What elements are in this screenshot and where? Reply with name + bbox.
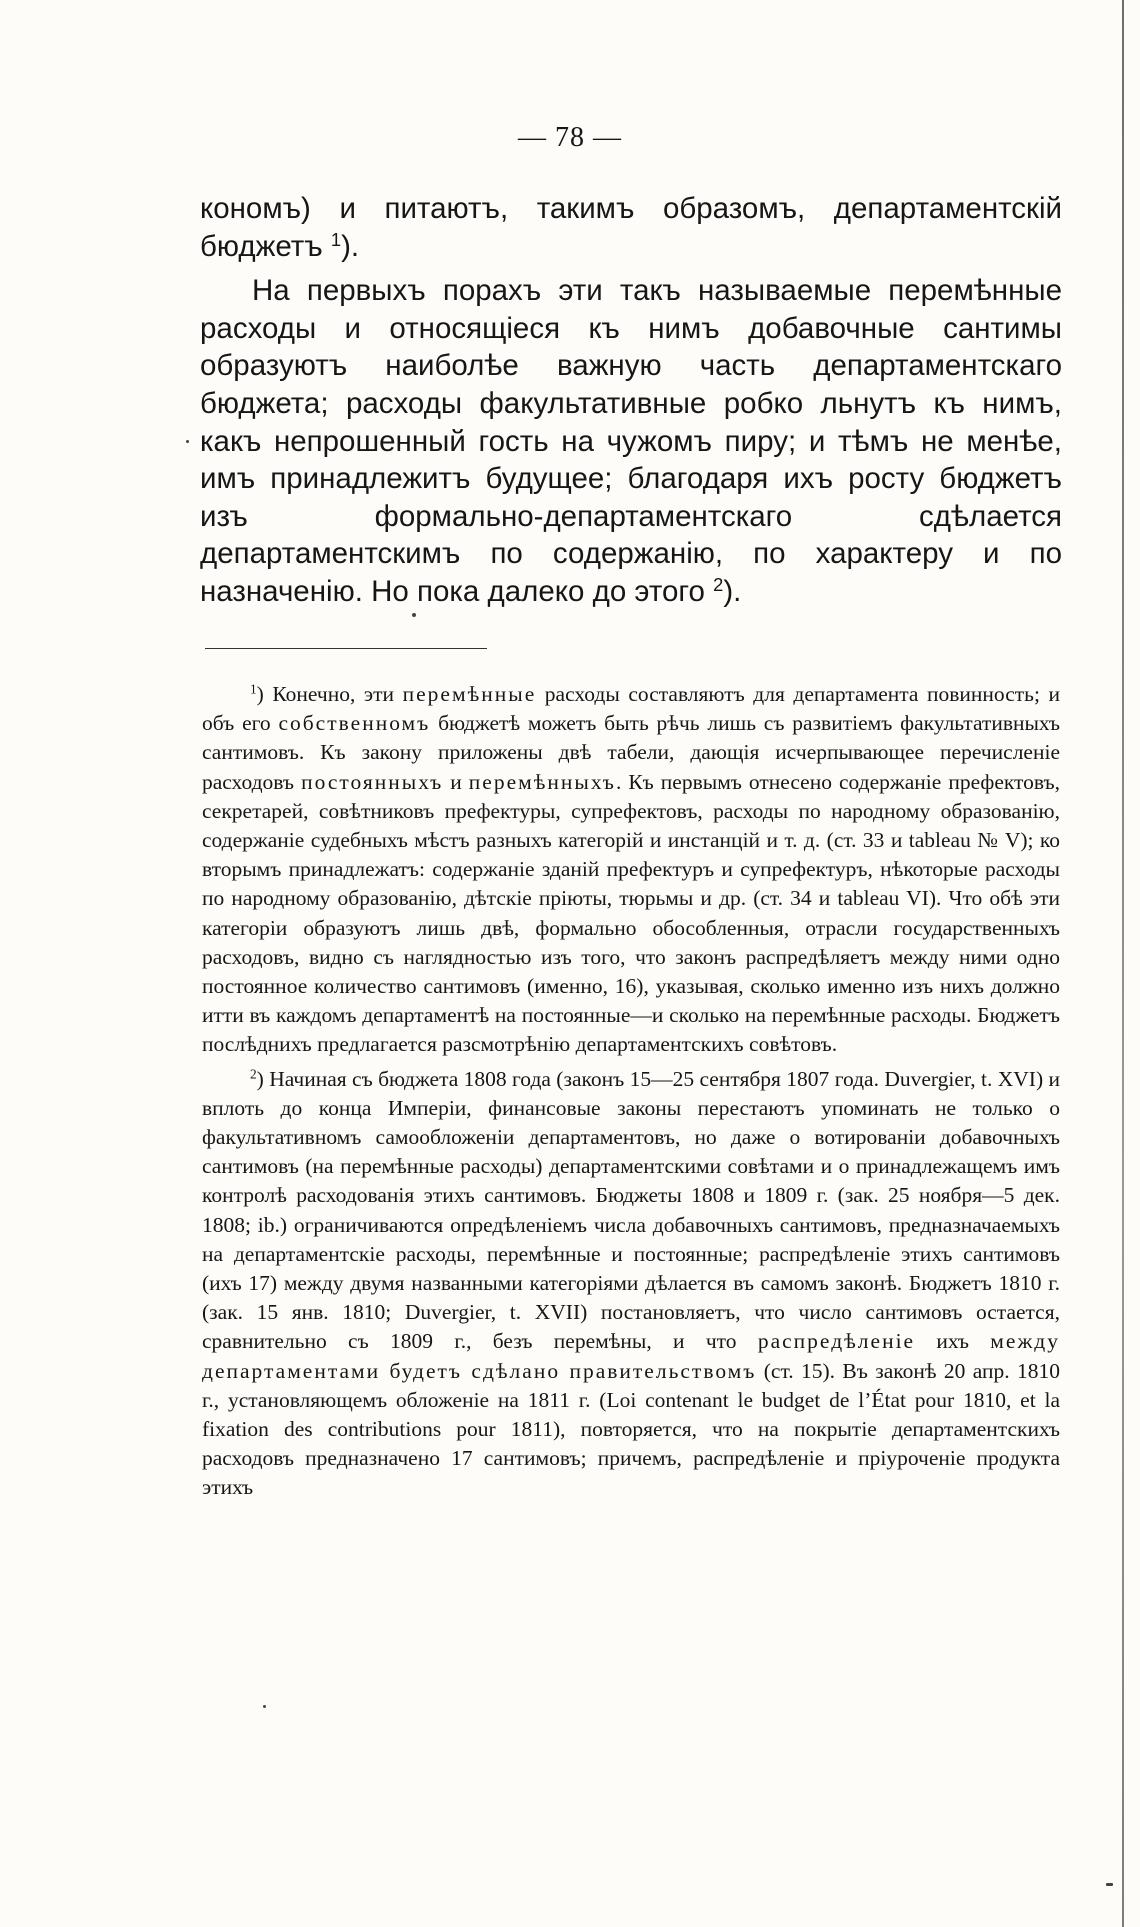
footnote-emphasis: собственномъ (278, 711, 431, 736)
scan-speck (186, 440, 189, 443)
footnote-divider (205, 648, 487, 649)
footnote-text: ) Конечно, эти (256, 682, 403, 706)
main-paragraph (200, 190, 1062, 265)
scan-speck (1106, 1883, 1113, 1886)
scan-speck (263, 1705, 266, 1708)
footnote-emphasis: постоянныхъ (301, 769, 444, 794)
main-paragraph-end: ). (341, 229, 360, 263)
footnote-text: . Къ первымъ отнесено содержаніе префектовъ, секретарей, совѣтниковъ префектуры, супрефектовъ, расходы по народному образованію, содержаніе судебныхъ мѣстъ разныхъ категорій и инстанцій и т. д. (ст. 33 и tableau № V); ко вторымъ принадлежатъ: содержаніе зданій префектуръ и супрефектуръ, нѣкоторые расходы по народному образованію, дѣтскіе пріюты, тюрьмы и др. (ст. 34 и tableau VI). Что обѣ эти категоріи образуютъ лишь двѣ, формально обособленныя, отрасли государственныхъ расходовъ, видно съ наглядностью изъ того, что законъ распредѣляетъ между ними одно постоянное количество сантимовъ (именно, 16), указывая, сколько именно изъ нихъ должно итти въ каждомъ департаментѣ на постоянные—и сколько на перемѣнные расходы. Бюджетъ послѣднихъ предлагается разсмотрѣнію департаментскихъ совѣтовъ. (202, 769, 1060, 1057)
footnote-mark: 1 (250, 681, 257, 697)
footnote-text: ихъ (915, 1329, 991, 1354)
page-number: — 78 — (518, 122, 622, 153)
footnote-2 (202, 1065, 1060, 1503)
footnote-1 (202, 680, 1060, 1060)
footnote-text: расходы составляютъ для департамента повинность; и объ его (202, 682, 1060, 736)
main-paragraph-text: кономъ) и питаютъ, такимъ образомъ, департаментскій бюджетъ (200, 192, 1062, 263)
footnote-text: и (443, 769, 469, 794)
page-edge-shadow (1122, 0, 1124, 1927)
main-paragraph-end: ). (723, 574, 742, 608)
footnote-text: бюджетѣ можетъ быть рѣчь лишь съ развитіемъ факультативныхъ сантимовъ. Къ закону приложены двѣ табели, дающія исчерпывающее перечисленіе расходовъ (202, 711, 1060, 794)
main-paragraph (200, 272, 1062, 610)
main-text-block (200, 190, 1062, 611)
footnote-emphasis: между департаментами будетъ сдѣлано правительствомъ (202, 1329, 1060, 1383)
footnote-emphasis: распредѣленіе (757, 1329, 916, 1354)
footnote-text: ) Начиная съ бюджета 1808 года (законъ 15—25 сентября 1807 года. Duvergier, t. XVI) и вплоть до конца Имперіи, финансовые законы перестаютъ упоминать не только о факультативномъ самообложеніи департаментовъ, но даже о вотированіи добавочныхъ сантимовъ (на перемѣнные расходы) департаментскими совѣтами и о принадлежащемъ имъ контролѣ расходованія этихъ сантимовъ. Бюджеты 1808 и 1809 г. (зак. 25 ноября—5 дек. 1808; ib.) ограничиваются опредѣленіемъ числа добавочныхъ сантимовъ, предназначаемыхъ на департаментскіе расходы, перемѣнные и постоянные; распредѣленіе этихъ сантимовъ (ихъ 17) между двумя названными категоріями дѣлается въ самомъ законѣ. Бюджетъ 1810 г. (зак. 15 янв. 1810; Duvergier, t. XVII) постановляетъ, что число сантимовъ остается, сравнительно съ 1809 г., безъ перемѣны, и что (202, 1066, 1060, 1354)
footnote-reference: 2 (713, 573, 724, 595)
footnote-text: (ст. 15). Въ законѣ 20 апр. 1810 г., установляющемъ обложеніе на 1811 г. (Loi contenant le budget de l’État pour 1810, et la fixation des contributions pour 1811), повторяется, что на покрытіе департаментскихъ расходовъ предназначено 17 сантимовъ; причемъ, распредѣленіе и пріуроченіе продукта этихъ (202, 1358, 1060, 1500)
main-paragraph-text: На первыхъ порахъ эти такъ называемые перемѣнные расходы и относящіеся къ нимъ добавочные сантимы образуютъ наиболѣе важную часть департаментскаго бюджета; расходы факультативные робко льнутъ къ нимъ, какъ непрошенный гость на чужомъ пиру; и тѣмъ не менѣе, имъ принадлежитъ будущее; благодаря ихъ росту бюджетъ изъ формально-департаментскаго сдѣлается департаментскимъ по содержанію, по характеру и по назначенію. Но пока далеко до этого (200, 274, 1062, 608)
footnote-emphasis: перемѣнные (402, 682, 537, 706)
footnote-reference: 1 (330, 228, 342, 250)
scan-speck (412, 613, 416, 617)
footnotes-block (202, 680, 1060, 1503)
footnote-emphasis: перемѣнныхъ (468, 769, 616, 794)
footnote-mark: 2 (250, 1066, 257, 1082)
